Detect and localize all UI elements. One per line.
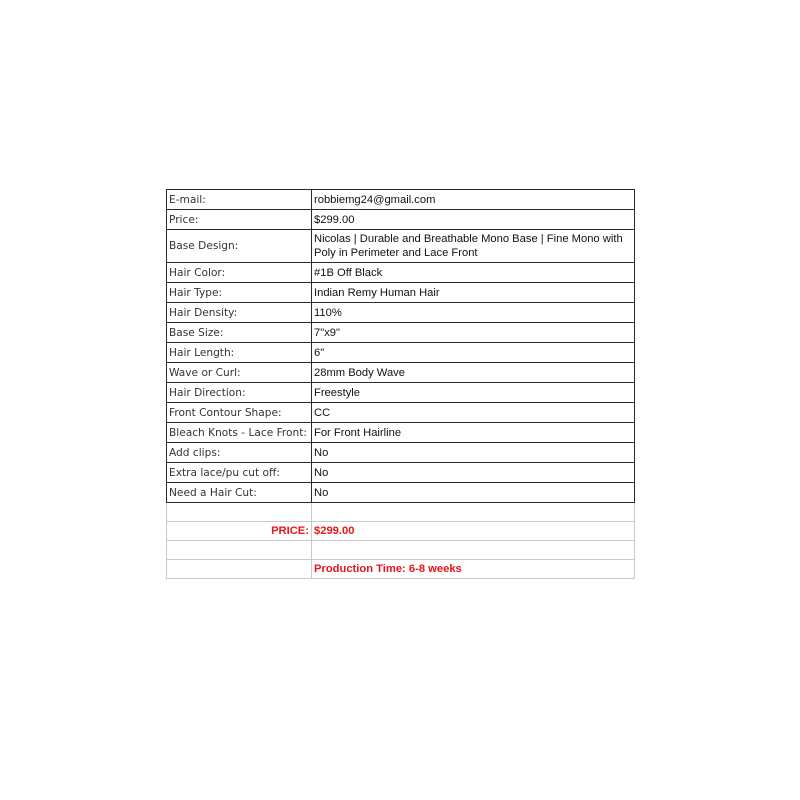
row-value: #1B Off Black bbox=[312, 263, 635, 283]
table-row bbox=[167, 363, 635, 383]
row-label: Add clips: bbox=[167, 443, 312, 463]
table-row bbox=[167, 210, 635, 230]
table-row bbox=[167, 483, 635, 503]
empty-cell bbox=[312, 541, 635, 560]
row-label: Hair Direction: bbox=[167, 383, 312, 403]
row-value: For Front Hairline bbox=[312, 423, 635, 443]
table-row bbox=[167, 443, 635, 463]
row-value: 28mm Body Wave bbox=[312, 363, 635, 383]
row-value: No bbox=[312, 463, 635, 483]
production-time-row bbox=[167, 560, 635, 579]
row-value: 6" bbox=[312, 343, 635, 363]
row-label: Need a Hair Cut: bbox=[167, 483, 312, 503]
row-label: Hair Color: bbox=[167, 263, 312, 283]
empty-cell bbox=[312, 503, 635, 522]
table-row bbox=[167, 230, 635, 263]
row-label: E-mail: bbox=[167, 190, 312, 210]
spacer-row bbox=[167, 503, 635, 522]
row-value: No bbox=[312, 443, 635, 463]
total-price-value: $299.00 bbox=[312, 522, 635, 541]
table-row bbox=[167, 463, 635, 483]
table-row bbox=[167, 263, 635, 283]
row-label: Hair Type: bbox=[167, 283, 312, 303]
table-row bbox=[167, 283, 635, 303]
row-label: Bleach Knots - Lace Front: bbox=[167, 423, 312, 443]
table-row bbox=[167, 190, 635, 210]
row-label: Base Design: bbox=[167, 230, 312, 263]
row-label: Price: bbox=[167, 210, 312, 230]
table-row bbox=[167, 323, 635, 343]
empty-cell bbox=[167, 541, 312, 560]
total-price-label: PRICE: bbox=[167, 522, 312, 541]
row-label: Wave or Curl: bbox=[167, 363, 312, 383]
row-value: 110% bbox=[312, 303, 635, 323]
row-value: robbiemg24@gmail.com bbox=[312, 190, 635, 210]
row-value: $299.00 bbox=[312, 210, 635, 230]
empty-cell bbox=[167, 560, 312, 579]
row-value: Indian Remy Human Hair bbox=[312, 283, 635, 303]
row-label: Hair Length: bbox=[167, 343, 312, 363]
table-row bbox=[167, 403, 635, 423]
empty-cell bbox=[167, 503, 312, 522]
table-row bbox=[167, 383, 635, 403]
order-details-table bbox=[166, 189, 635, 579]
row-value: Freestyle bbox=[312, 383, 635, 403]
row-value: CC bbox=[312, 403, 635, 423]
spacer-row bbox=[167, 541, 635, 560]
row-value: No bbox=[312, 483, 635, 503]
row-label: Base Size: bbox=[167, 323, 312, 343]
row-label: Front Contour Shape: bbox=[167, 403, 312, 423]
row-label: Hair Density: bbox=[167, 303, 312, 323]
row-value: 7"x9" bbox=[312, 323, 635, 343]
total-price-row bbox=[167, 522, 635, 541]
table-row bbox=[167, 343, 635, 363]
production-time: Production Time: 6-8 weeks bbox=[312, 560, 635, 579]
table-row bbox=[167, 303, 635, 323]
row-value: Nicolas | Durable and Breathable Mono Base | Fine Mono with Poly in Perimeter and Lace Front bbox=[312, 230, 635, 263]
row-label: Extra lace/pu cut off: bbox=[167, 463, 312, 483]
table-row bbox=[167, 423, 635, 443]
